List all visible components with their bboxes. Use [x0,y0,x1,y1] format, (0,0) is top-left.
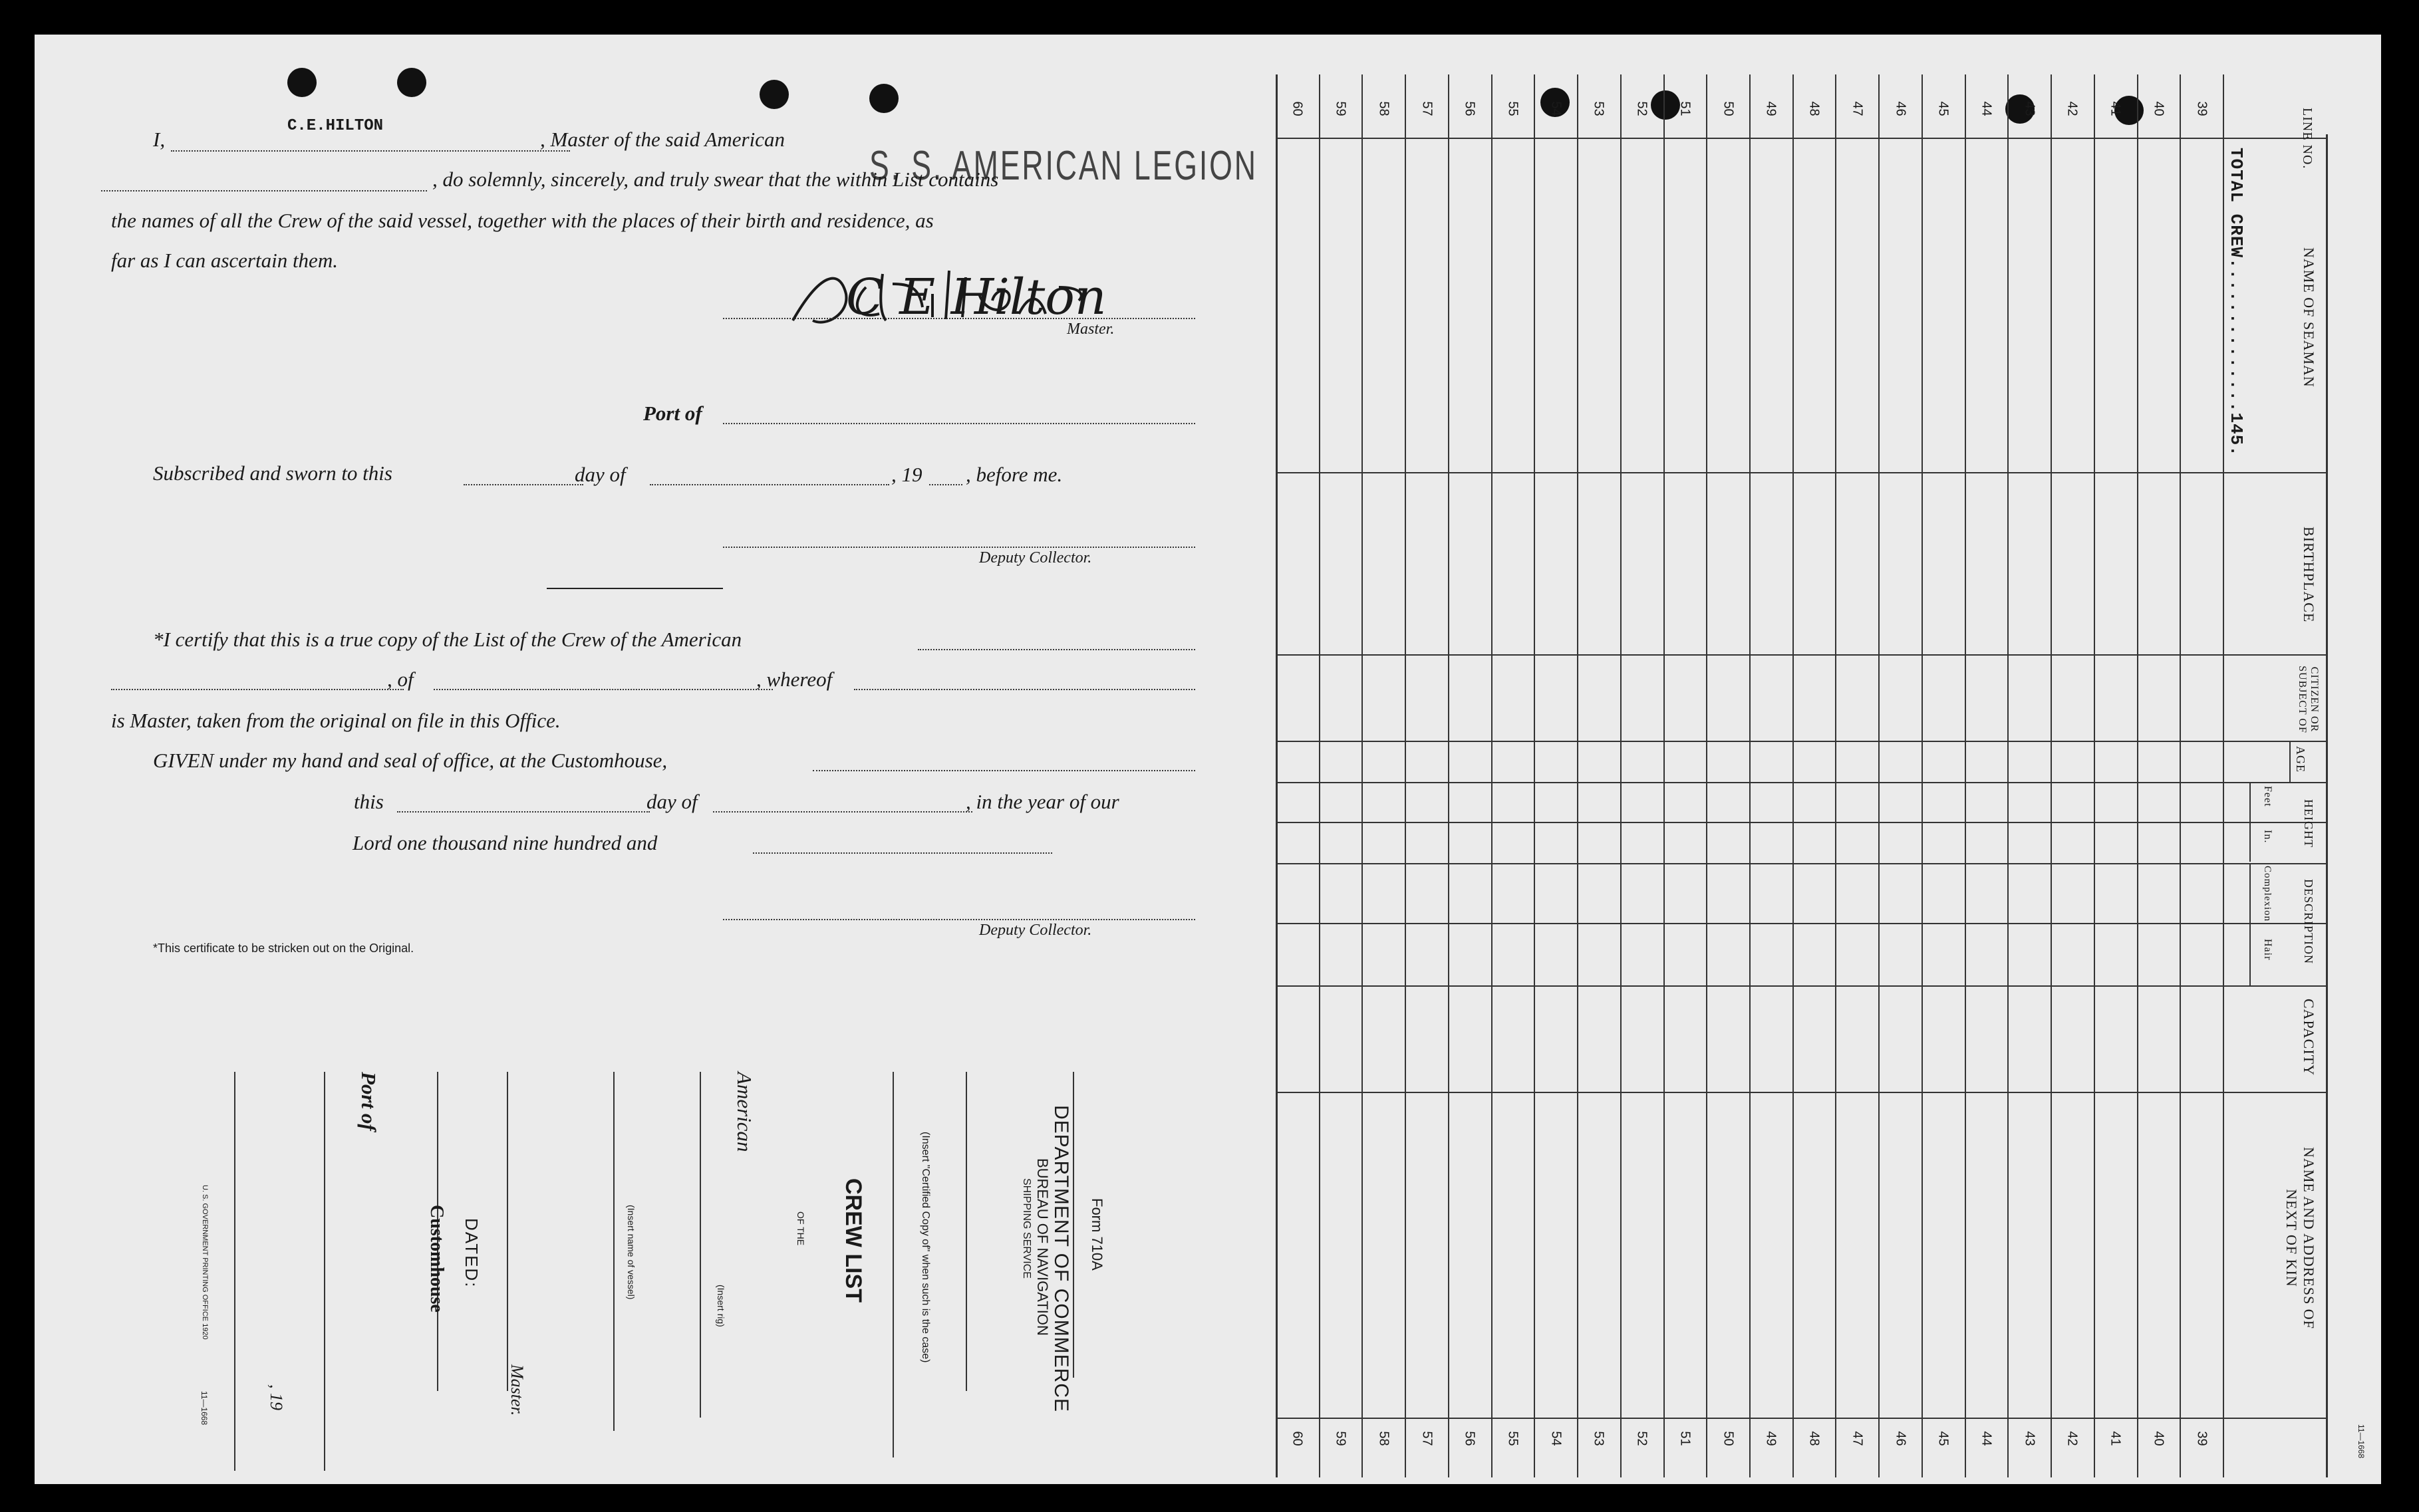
column-divider [1319,74,1320,1477]
back-printer: U. S. GOVERNMENT PRINTING OFFICE 1920 [201,1185,209,1340]
column-divider [1749,74,1751,1477]
col-header-age: AGE [2294,746,2307,773]
column-divider [1663,74,1665,1477]
column-divider [1878,74,1880,1477]
line-number-label: 53 [1591,1431,1606,1446]
line-number-label: 51 [1677,1431,1693,1446]
master-name-typed: C.E.HILTON [287,117,384,135]
master-label: Master. [1067,320,1115,338]
column-divider [1921,74,1923,1477]
line-number-label: 60 [1290,1431,1305,1446]
line-number-label: 60 [1290,101,1305,116]
punch-hole [1651,90,1680,120]
certificate-footnote: *This certificate to be stricken out on the Original. [153,942,414,955]
certificate-day-of: day of [646,790,698,813]
line-number-label: 53 [1591,101,1606,116]
back-american: American [733,1072,756,1152]
certificate-whereof: , whereof [756,668,833,691]
line-number-label: 57 [1419,101,1435,116]
before-me-label: , before me. [966,463,1063,486]
line-number-label: 41 [2108,1431,2123,1446]
line-number-label: 54 [1548,1431,1564,1446]
line-number-label: 55 [1505,101,1520,116]
line-number-label: 47 [1850,1431,1865,1446]
line-number-label: 48 [1806,101,1822,116]
table-code: 11—1668 [2356,1424,2366,1459]
back-code: 11—1668 [200,1391,209,1426]
punch-hole [287,68,317,97]
line-number-label: 43 [2022,101,2037,116]
punch-hole [869,84,899,113]
line-number-label: 49 [1763,1431,1779,1446]
back-crew-list: CREW LIST [841,1178,866,1303]
col-header-inches: In. [2262,830,2273,844]
line-number-label: 42 [2064,1431,2080,1446]
line-number-label: 40 [2151,101,2166,116]
column-divider [1534,74,1535,1477]
oath-line2: , do solemnly, sincerely, and truly swear that the within List contains [432,168,999,191]
column-divider [1361,74,1363,1477]
oath-i: I, [153,128,166,151]
punch-hole [760,80,789,109]
col-header-height: HEIGHT [2302,799,2315,848]
signature-text: C E Hilton [846,269,1107,326]
column-divider [1620,74,1622,1477]
column-divider [1792,74,1794,1477]
col-header-capacity: CAPACITY [2301,999,2317,1076]
line-number-label: 44 [1979,1431,1994,1446]
col-header-birthplace: BIRTHPLACE [2301,527,2317,623]
line-number-label: 52 [1634,1431,1649,1446]
column-divider [1491,74,1493,1477]
line-number-label: 55 [1505,1431,1520,1446]
line-number-label: 42 [2064,101,2080,116]
back-port-of: Port of [357,1072,380,1131]
column-divider [1965,74,1966,1477]
column-divider [1706,74,1707,1477]
back-bureau: BUREAU OF NAVIGATION [1034,1158,1051,1336]
oath-line1: , Master of the said American [540,128,785,151]
total-crew-entry: TOTAL CREW..............145. [2226,148,2246,457]
port-of-label: Port of [643,402,702,425]
year-label: , 19 [891,463,923,486]
column-divider [2180,74,2181,1477]
day-of-label: day of [575,463,626,486]
col-header-name: NAME OF SEAMAN [2301,247,2317,388]
col-header-description: DESCRIPTION [2302,879,2315,965]
line-number-label: 56 [1462,1431,1477,1446]
line-number-label: 50 [1721,101,1736,116]
certificate-is-master: is Master, taken from the original on file in this Office. [111,709,561,732]
back-dated: DATED: [462,1218,482,1289]
line-number-label: 49 [1763,101,1779,116]
col-header-citizen: CITIZEN OR SUBJECT OF [2297,666,2320,733]
certificate-given: GIVEN under my hand and seal of office, at the Customhouse, [153,749,668,772]
line-number-label: 56 [1462,101,1477,116]
line-number-label: 58 [1376,101,1391,116]
column-divider [2137,74,2138,1477]
col-header-complexion: Complexion [2262,866,2273,922]
column-divider [2223,74,2224,1477]
punch-hole [397,68,426,97]
line-number-label: 59 [1333,101,1348,116]
certificate-this: this [354,790,384,813]
line-number-label: 46 [1893,1431,1908,1446]
certificate-deputy-collector: Deputy Collector. [979,922,1092,939]
line-number-label: 45 [1935,101,1951,116]
line-number-label: 39 [2194,101,2209,116]
document-page [35,35,2381,1484]
col-header-hair: Hair [2262,939,2273,961]
line-number-label: 47 [1850,101,1865,116]
line-number-label: 50 [1721,1431,1736,1446]
column-divider [2094,74,2095,1477]
column-divider [2007,74,2009,1477]
back-dept: DEPARTMENT OF COMMERCE [1050,1105,1072,1413]
line-number-label: 45 [1935,1431,1951,1446]
line-number-label: 46 [1893,101,1908,116]
column-divider [2051,74,2052,1477]
line-number-label: 39 [2194,1431,2209,1446]
back-year: , 19 [267,1384,286,1410]
column-divider [1835,74,1836,1477]
back-of-the: OF THE [795,1211,806,1246]
line-number-label: 41 [2108,101,2123,116]
back-insert-name: (Insert name of vessel) [626,1205,637,1300]
back-insert-cert: (Insert "Certified Copy of" when such is the case) [920,1132,931,1363]
subscribed-text: Subscribed and sworn to this [153,461,392,485]
oath-line3: the names of all the Crew of the said vessel, together with the places of their birth and residence, as [111,209,934,232]
certificate-of: , of [387,668,414,691]
certificate-lord: Lord one thousand nine hundred and [353,831,658,854]
line-number-label: 48 [1806,1431,1822,1446]
back-insert-rig: (Insert rig) [716,1285,726,1327]
line-number-label: 51 [1677,101,1693,116]
vessel-name-stamp: S. S. AMERICAN LEGION [869,143,1258,189]
column-divider [1276,74,1277,1477]
line-number-label: 52 [1634,101,1649,116]
line-number-label: 59 [1333,1431,1348,1446]
column-divider [1448,74,1449,1477]
line-number-label: 57 [1419,1431,1435,1446]
line-number-label: 54 [1548,101,1564,116]
deputy-collector-label: Deputy Collector. [979,549,1092,567]
line-number-label: 40 [2151,1431,2166,1446]
oath-line4: far as I can ascertain them. [111,249,338,272]
line-number-label: 43 [2022,1431,2037,1446]
master-signature [766,247,1205,347]
col-header-next-of-kin: NAME AND ADDRESS OF NEXT OF KIN [2283,1147,2317,1329]
back-customhouse: Customhouse [426,1205,447,1313]
column-divider [1405,74,1406,1477]
back-form-no: Form 710A [1089,1198,1105,1271]
line-number-label: 58 [1376,1431,1391,1446]
certificate-in-year: , in the year of our [966,790,1119,813]
col-header-line-no: LINE NO. [2300,108,2315,170]
line-number-label: 44 [1979,101,1994,116]
column-divider [1577,74,1578,1477]
back-master: Master. [507,1364,527,1416]
certificate-line1: *I certify that this is a true copy of the List of the Crew of the American [153,628,742,651]
back-service: SHIPPING SERVICE [1021,1178,1032,1279]
col-header-feet: Feet [2262,786,2273,807]
